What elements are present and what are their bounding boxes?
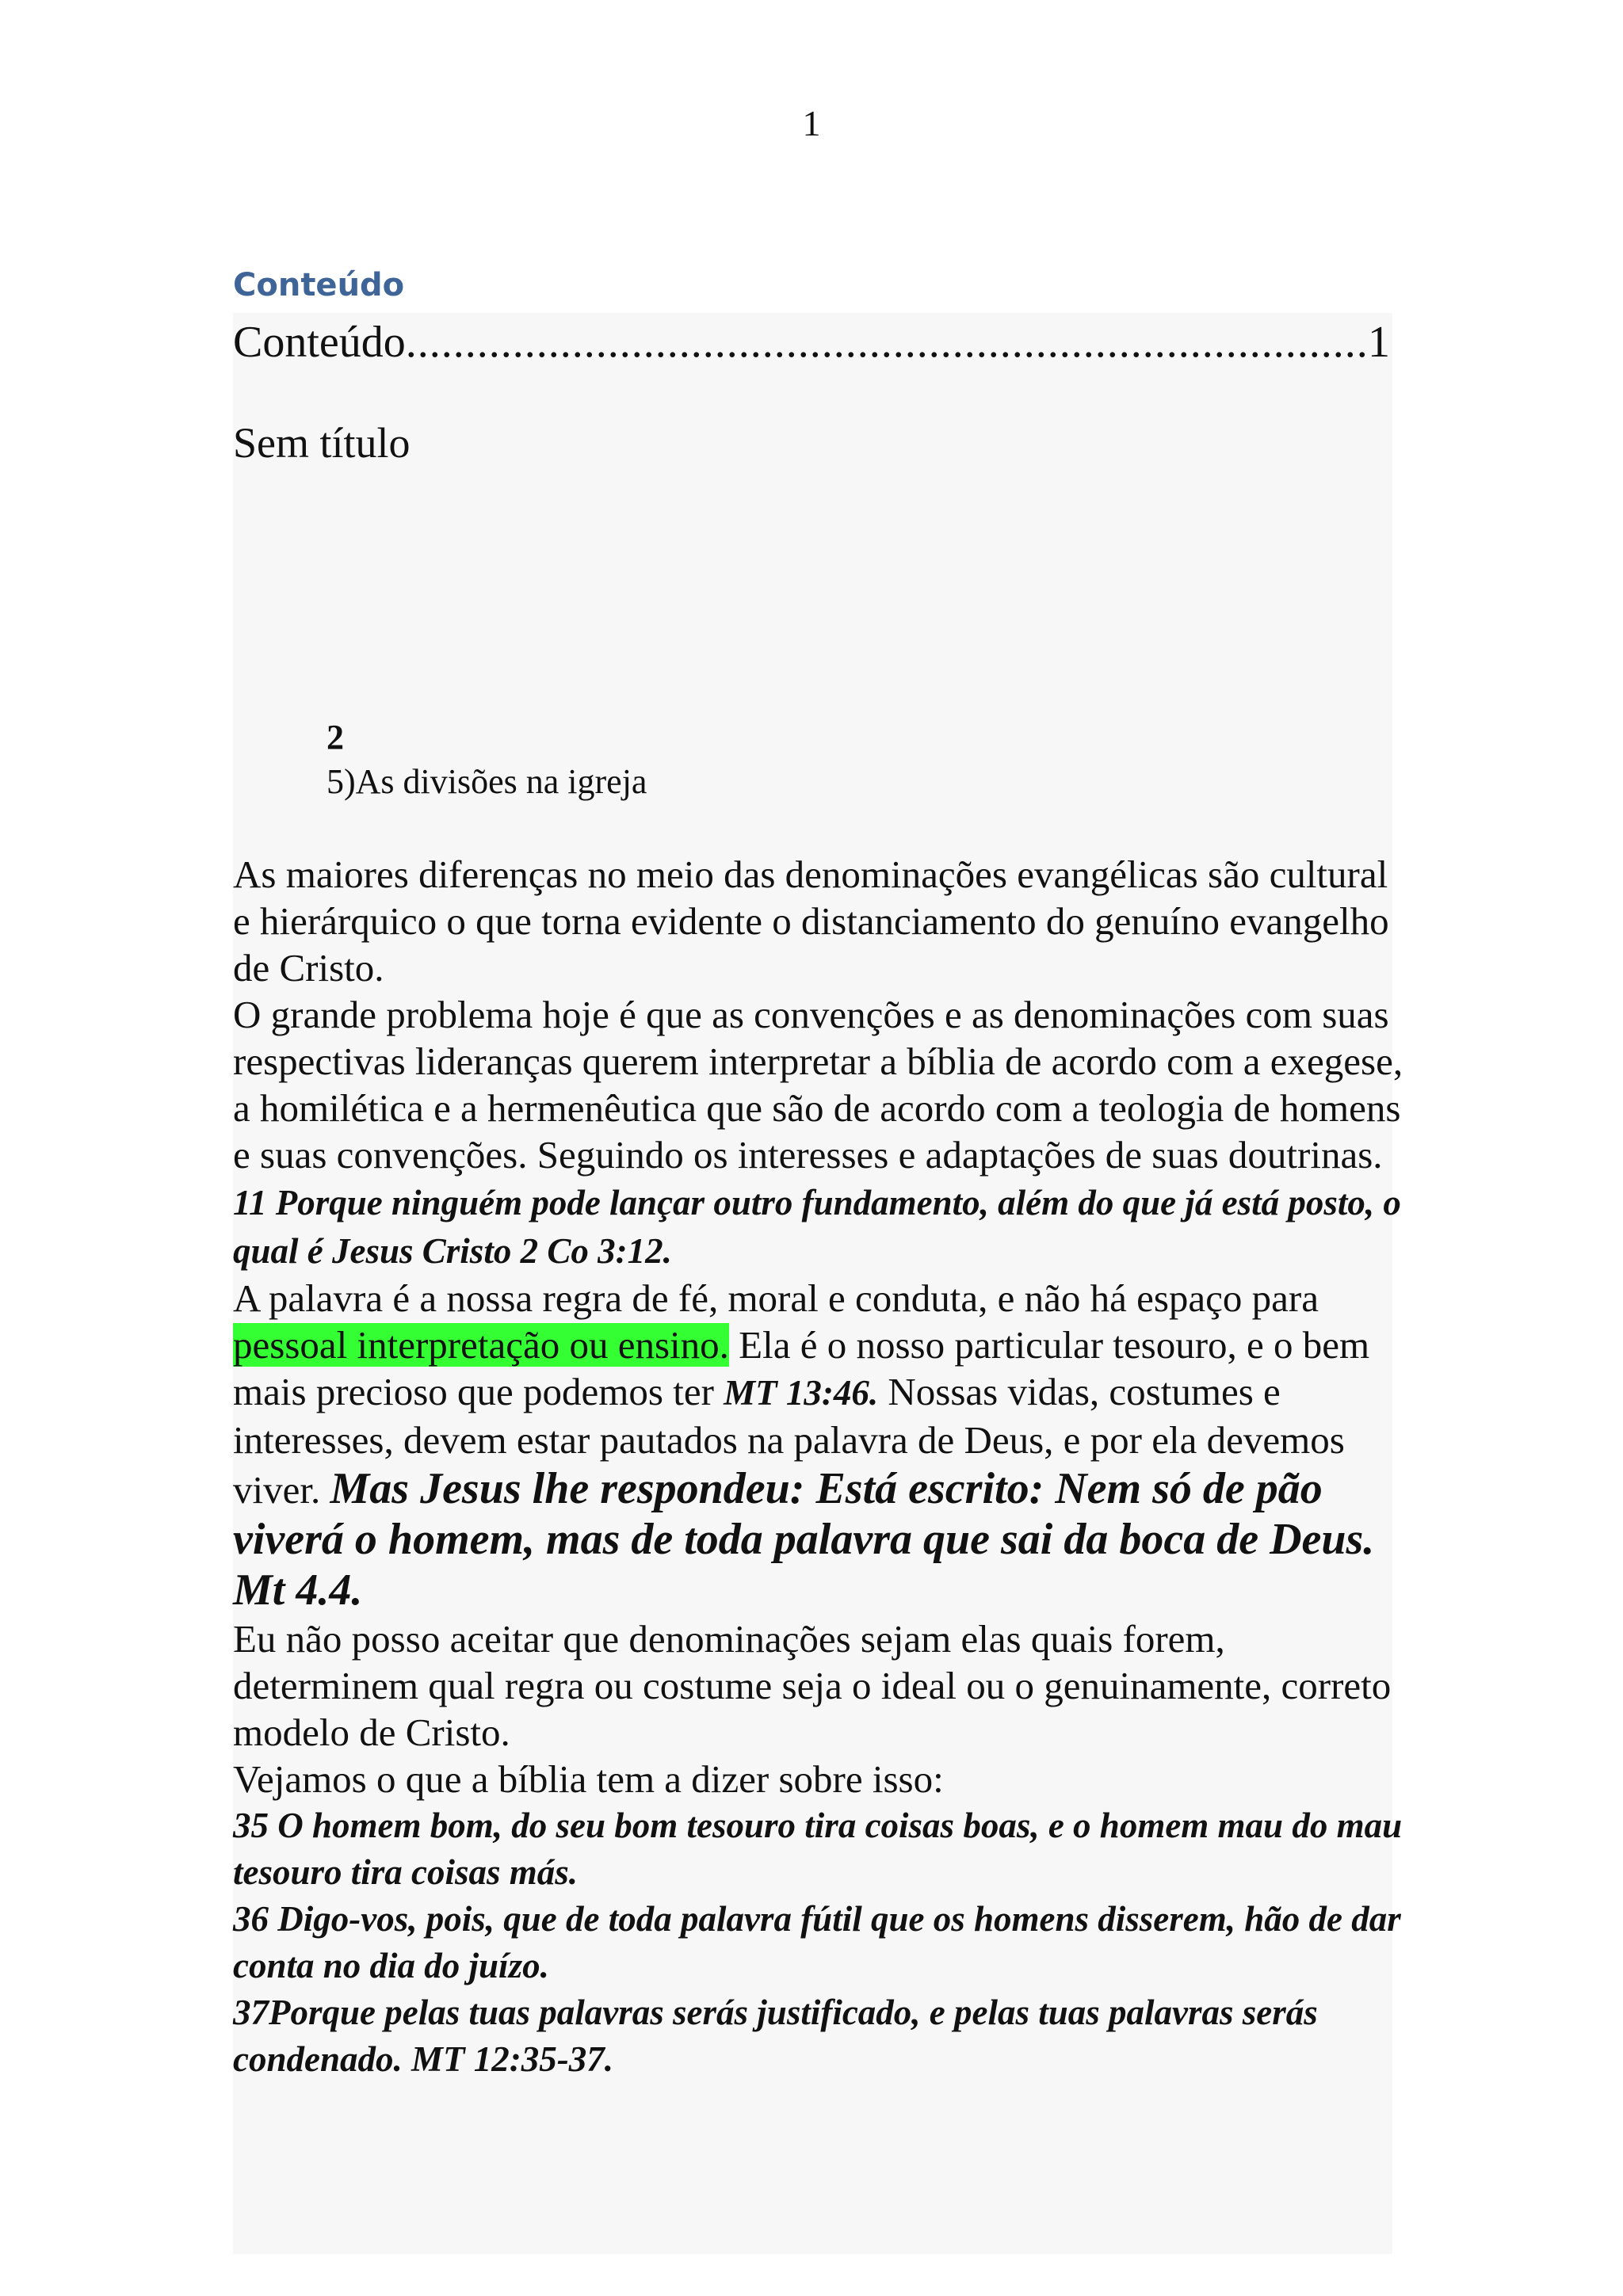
paragraph-3-text-b: Ela é o nosso particular tesouro, e o bem mais precioso que podemos ter (233, 1323, 1370, 1413)
scripture-quote-mt4: Mas Jesus lhe respondeu: Está escrito: Nem só de pão viverá o homem, mas de toda palavra que sai da boca de Deus. Mt 4.4. (233, 1464, 1375, 1615)
paragraph-3-text-c: Nossas vidas, costumes e interesses, devem estar pautados na palavra de Deus, e por ela devemos viver. (233, 1370, 1345, 1512)
toc-entry[interactable] (233, 317, 1390, 368)
scripture-ref-mt13: MT 13:46. (724, 1373, 879, 1413)
untitled-entry: Sem título (233, 419, 411, 467)
paragraph-2 (233, 991, 1406, 1275)
toc-entry-label[interactable]: Conteúdo (233, 318, 406, 367)
verse-36: 36 Digo-vos, pois, que de toda palavra fútil que os homens disserem, hão de dar conta no dia do juízo. (233, 1899, 1401, 1985)
paragraph-3-text-a: A palavra é a nossa regra de fé, moral e conduta, e não há espaço para (233, 1276, 1319, 1320)
verse-37: 37Porque pelas tuas palavras serás justificado, e pelas tuas palavras serás condenado. MT 12:35-37. (233, 1993, 1318, 2079)
paragraph-5: Vejamos o que a bíblia tem a dizer sobre isso: (233, 1757, 944, 1801)
highlighted-text: pessoal interpretação ou ensino. (233, 1323, 729, 1367)
paragraph-1: As maiores diferenças no meio das denominações evangélicas são cultural e hierárquico o que torna evidente o distanciamento do genuíno evangelho de Cristo. (233, 852, 1389, 990)
chapter-number: 2 (327, 718, 344, 757)
paragraph-3 (233, 1275, 1406, 1615)
page-number: 1 (802, 103, 821, 143)
paragraph-2-text: O grande problema hoje é que as convenções e as denominações com suas respectivas lideranças querem interpretar a bíblia de acordo com a exegese, a homilética e a hermenêutica que são de acordo com a teologia de homens e suas convenções. Seguindo os interesses e adaptações de suas doutrinas. (233, 993, 1403, 1177)
paragraph-4: Eu não posso aceitar que denominações sejam elas quais forem, determinem qual regra ou costume seja o ideal ou o genuinamente, correto modelo de Cristo. (233, 1617, 1392, 1754)
chapter-title: 5)As divisões na igreja (327, 762, 647, 801)
toc-entry-page[interactable]: 1 (1368, 318, 1390, 367)
toc-leader-dots (406, 317, 1368, 368)
verse-35: 35 O homem bom, do seu bom tesouro tira coisas boas, e o homem mau do mau tesouro tira coisas más. (233, 1806, 1403, 1892)
toc-heading: Conteúdo (233, 267, 405, 303)
scripture-quote-2co: 11 Porque ninguém pode lançar outro fundamento, além do que já está posto, o qual é Jesus Cristo 2 Co 3:12. (233, 1183, 1401, 1271)
body-text (233, 851, 1406, 2083)
